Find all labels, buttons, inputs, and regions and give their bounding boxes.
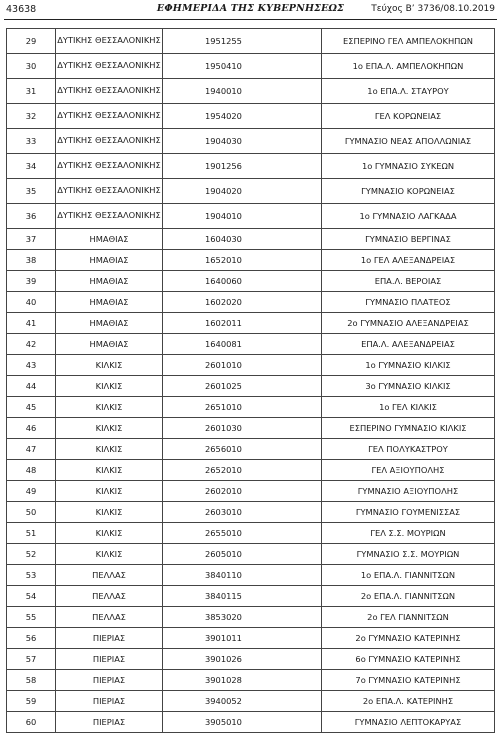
table-row	[7, 129, 495, 154]
row-number-cell: 53	[7, 565, 56, 586]
row-number-cell: 29	[7, 29, 56, 54]
region-cell: ΠΕΛΛΑΣ	[56, 586, 163, 607]
school-code-cell: 1904020	[163, 179, 322, 204]
region-cell: ΔΥΤΙΚΗΣ ΘΕΣΣΑΛΟΝΙΚΗΣ	[56, 179, 163, 204]
row-number-cell: 33	[7, 129, 56, 154]
school-name-cell: ΓΥΜΝΑΣΙΟ ΓΟΥΜΕΝΙΣΣΑΣ	[322, 502, 495, 523]
school-code-cell: 2602010	[163, 481, 322, 502]
table-row	[7, 154, 495, 179]
row-number-cell: 41	[7, 313, 56, 334]
row-number-cell: 50	[7, 502, 56, 523]
school-name-cell: 6ο ΓΥΜΝΑΣΙΟ ΚΑΤΕΡΙΝΗΣ	[322, 649, 495, 670]
table-row	[7, 79, 495, 104]
school-name-cell: 3ο ΓΥΜΝΑΣΙΟ ΚΙΛΚΙΣ	[322, 376, 495, 397]
table-row	[7, 250, 495, 271]
gazette-title: ΕΦΗΜΕΡΙΔΑ ΤΗΣ ΚΥΒΕΡΝΗΣΕΩΣ	[156, 3, 345, 14]
school-code-cell: 3901011	[163, 628, 322, 649]
region-cell: ΠΙΕΡΙΑΣ	[56, 712, 163, 733]
table-row	[7, 292, 495, 313]
school-name-cell: ΕΠΑ.Λ. ΑΛΕΞΑΝΔΡΕΙΑΣ	[322, 334, 495, 355]
region-cell: ΚΙΛΚΙΣ	[56, 397, 163, 418]
school-code-cell: 2652010	[163, 460, 322, 481]
school-name-cell: ΓΥΜΝΑΣΙΟ ΠΛΑΤΕΟΣ	[322, 292, 495, 313]
region-cell: ΗΜΑΘΙΑΣ	[56, 292, 163, 313]
row-number-cell: 34	[7, 154, 56, 179]
school-name-cell: 1ο ΓΕΛ ΑΛΕΞΑΝΔΡΕΙΑΣ	[322, 250, 495, 271]
school-code-cell: 2603010	[163, 502, 322, 523]
page-number: 43638	[6, 4, 37, 15]
school-name-cell: 1ο ΓΕΛ ΚΙΛΚΙΣ	[322, 397, 495, 418]
table-row	[7, 586, 495, 607]
school-name-cell: ΓΕΛ Σ.Σ. ΜΟΥΡΙΩΝ	[322, 523, 495, 544]
table-row	[7, 313, 495, 334]
school-code-cell: 1640081	[163, 334, 322, 355]
table-row	[7, 104, 495, 129]
row-number-cell: 57	[7, 649, 56, 670]
region-cell: ΔΥΤΙΚΗΣ ΘΕΣΣΑΛΟΝΙΚΗΣ	[56, 104, 163, 129]
row-number-cell: 32	[7, 104, 56, 129]
school-code-cell: 1652010	[163, 250, 322, 271]
region-cell: ΚΙΛΚΙΣ	[56, 376, 163, 397]
table-row	[7, 544, 495, 565]
table-row	[7, 628, 495, 649]
region-cell: ΗΜΑΘΙΑΣ	[56, 271, 163, 292]
region-cell: ΚΙΛΚΙΣ	[56, 502, 163, 523]
school-code-cell: 1640060	[163, 271, 322, 292]
table-row	[7, 334, 495, 355]
table-row	[7, 179, 495, 204]
school-code-cell: 1901256	[163, 154, 322, 179]
row-number-cell: 52	[7, 544, 56, 565]
row-number-cell: 44	[7, 376, 56, 397]
school-code-cell: 2601010	[163, 355, 322, 376]
row-number-cell: 30	[7, 54, 56, 79]
table-row	[7, 502, 495, 523]
school-name-cell: ΓΕΛ ΑΞΙΟΥΠΟΛΗΣ	[322, 460, 495, 481]
school-code-cell: 2655010	[163, 523, 322, 544]
school-code-cell: 1602011	[163, 313, 322, 334]
school-code-cell: 2605010	[163, 544, 322, 565]
school-name-cell: 2ο ΓΥΜΝΑΣΙΟ ΚΑΤΕΡΙΝΗΣ	[322, 628, 495, 649]
school-code-cell: 1904030	[163, 129, 322, 154]
schools-table-body	[7, 29, 495, 733]
table-row	[7, 481, 495, 502]
school-code-cell: 1954020	[163, 104, 322, 129]
row-number-cell: 40	[7, 292, 56, 313]
school-code-cell: 1951255	[163, 29, 322, 54]
school-name-cell: 2ο ΓΕΛ ΓΙΑΝΝΙΤΣΩΝ	[322, 607, 495, 628]
school-name-cell: 1ο ΕΠΑ.Λ. ΓΙΑΝΝΙΤΣΩΝ	[322, 565, 495, 586]
table-row	[7, 712, 495, 733]
table-row	[7, 607, 495, 628]
row-number-cell: 47	[7, 439, 56, 460]
school-name-cell: ΓΕΛ ΠΟΛΥΚΑΣΤΡΟΥ	[322, 439, 495, 460]
row-number-cell: 54	[7, 586, 56, 607]
school-code-cell: 2601030	[163, 418, 322, 439]
table-row	[7, 565, 495, 586]
region-cell: ΠΙΕΡΙΑΣ	[56, 628, 163, 649]
table-row	[7, 355, 495, 376]
region-cell: ΠΙΕΡΙΑΣ	[56, 670, 163, 691]
school-name-cell: ΕΠΑ.Λ. ΒΕΡΟΙΑΣ	[322, 271, 495, 292]
school-code-cell: 3853020	[163, 607, 322, 628]
table-row	[7, 418, 495, 439]
school-name-cell: ΕΣΠΕΡΙΝΟ ΓΥΜΝΑΣΙΟ ΚΙΛΚΙΣ	[322, 418, 495, 439]
table-row	[7, 376, 495, 397]
region-cell: ΔΥΤΙΚΗΣ ΘΕΣΣΑΛΟΝΙΚΗΣ	[56, 154, 163, 179]
table-row	[7, 29, 495, 54]
page-header	[0, 0, 501, 18]
school-name-cell: ΓΥΜΝΑΣΙΟ ΒΕΡΓΙΝΑΣ	[322, 229, 495, 250]
row-number-cell: 59	[7, 691, 56, 712]
school-name-cell: ΕΣΠΕΡΙΝΟ ΓΕΛ ΑΜΠΕΛΟΚΗΠΩΝ	[322, 29, 495, 54]
school-name-cell: 1ο ΓΥΜΝΑΣΙΟ ΣΥΚΕΩΝ	[322, 154, 495, 179]
table-row	[7, 649, 495, 670]
region-cell: ΚΙΛΚΙΣ	[56, 355, 163, 376]
table-row	[7, 691, 495, 712]
school-code-cell: 2651010	[163, 397, 322, 418]
school-name-cell: 1ο ΕΠΑ.Λ. ΑΜΠΕΛΟΚΗΠΩΝ	[322, 54, 495, 79]
row-number-cell: 35	[7, 179, 56, 204]
table-row	[7, 54, 495, 79]
table-row	[7, 397, 495, 418]
region-cell: ΠΕΛΛΑΣ	[56, 607, 163, 628]
school-code-cell: 1940010	[163, 79, 322, 104]
region-cell: ΠΙΕΡΙΑΣ	[56, 691, 163, 712]
region-cell: ΚΙΛΚΙΣ	[56, 460, 163, 481]
school-name-cell: ΓΥΜΝΑΣΙΟ ΝΕΑΣ ΑΠΟΛΛΩΝΙΑΣ	[322, 129, 495, 154]
row-number-cell: 56	[7, 628, 56, 649]
school-name-cell: 1ο ΓΥΜΝΑΣΙΟ ΛΑΓΚΑΔΑ	[322, 204, 495, 229]
school-name-cell: 2ο ΕΠΑ.Λ. ΓΙΑΝΝΙΤΣΩΝ	[322, 586, 495, 607]
row-number-cell: 43	[7, 355, 56, 376]
region-cell: ΠΙΕΡΙΑΣ	[56, 649, 163, 670]
row-number-cell: 31	[7, 79, 56, 104]
school-name-cell: 2ο ΕΠΑ.Λ. ΚΑΤΕΡΙΝΗΣ	[322, 691, 495, 712]
school-code-cell: 3940052	[163, 691, 322, 712]
row-number-cell: 39	[7, 271, 56, 292]
region-cell: ΚΙΛΚΙΣ	[56, 481, 163, 502]
school-code-cell: 1602020	[163, 292, 322, 313]
school-name-cell: ΓΥΜΝΑΣΙΟ ΚΟΡΩΝΕΙΑΣ	[322, 179, 495, 204]
region-cell: ΚΙΛΚΙΣ	[56, 439, 163, 460]
row-number-cell: 38	[7, 250, 56, 271]
region-cell: ΔΥΤΙΚΗΣ ΘΕΣΣΑΛΟΝΙΚΗΣ	[56, 54, 163, 79]
region-cell: ΗΜΑΘΙΑΣ	[56, 334, 163, 355]
region-cell: ΔΥΤΙΚΗΣ ΘΕΣΣΑΛΟΝΙΚΗΣ	[56, 29, 163, 54]
row-number-cell: 55	[7, 607, 56, 628]
row-number-cell: 42	[7, 334, 56, 355]
region-cell: ΔΥΤΙΚΗΣ ΘΕΣΣΑΛΟΝΙΚΗΣ	[56, 129, 163, 154]
row-number-cell: 37	[7, 229, 56, 250]
row-number-cell: 58	[7, 670, 56, 691]
row-number-cell: 49	[7, 481, 56, 502]
row-number-cell: 45	[7, 397, 56, 418]
region-cell: ΔΥΤΙΚΗΣ ΘΕΣΣΑΛΟΝΙΚΗΣ	[56, 204, 163, 229]
region-cell: ΚΙΛΚΙΣ	[56, 418, 163, 439]
school-code-cell: 3905010	[163, 712, 322, 733]
table-row	[7, 204, 495, 229]
region-cell: ΚΙΛΚΙΣ	[56, 523, 163, 544]
school-code-cell: 2601025	[163, 376, 322, 397]
school-code-cell: 2656010	[163, 439, 322, 460]
school-name-cell: ΓΥΜΝΑΣΙΟ ΑΞΙΟΥΠΟΛΗΣ	[322, 481, 495, 502]
school-code-cell: 3840110	[163, 565, 322, 586]
school-name-cell: 2ο ΓΥΜΝΑΣΙΟ ΑΛΕΞΑΝΔΡΕΙΑΣ	[322, 313, 495, 334]
table-row	[7, 229, 495, 250]
table-row	[7, 523, 495, 544]
row-number-cell: 60	[7, 712, 56, 733]
school-name-cell: 7ο ΓΥΜΝΑΣΙΟ ΚΑΤΕΡΙΝΗΣ	[322, 670, 495, 691]
table-row	[7, 670, 495, 691]
school-code-cell: 3840115	[163, 586, 322, 607]
table-row	[7, 439, 495, 460]
school-code-cell: 1950410	[163, 54, 322, 79]
row-number-cell: 46	[7, 418, 56, 439]
region-cell: ΗΜΑΘΙΑΣ	[56, 313, 163, 334]
region-cell: ΚΙΛΚΙΣ	[56, 544, 163, 565]
row-number-cell: 51	[7, 523, 56, 544]
school-name-cell: ΓΕΛ ΚΟΡΩΝΕΙΑΣ	[322, 104, 495, 129]
school-code-cell: 1604030	[163, 229, 322, 250]
row-number-cell: 36	[7, 204, 56, 229]
school-code-cell: 3901026	[163, 649, 322, 670]
school-code-cell: 1904010	[163, 204, 322, 229]
table-row	[7, 460, 495, 481]
school-code-cell: 3901028	[163, 670, 322, 691]
school-name-cell: 1ο ΕΠΑ.Λ. ΣΤΑΥΡΟΥ	[322, 79, 495, 104]
table-row	[7, 271, 495, 292]
schools-table	[6, 28, 495, 733]
region-cell: ΗΜΑΘΙΑΣ	[56, 250, 163, 271]
region-cell: ΔΥΤΙΚΗΣ ΘΕΣΣΑΛΟΝΙΚΗΣ	[56, 79, 163, 104]
school-name-cell: 1ο ΓΥΜΝΑΣΙΟ ΚΙΛΚΙΣ	[322, 355, 495, 376]
header-divider	[4, 19, 497, 20]
row-number-cell: 48	[7, 460, 56, 481]
region-cell: ΗΜΑΘΙΑΣ	[56, 229, 163, 250]
region-cell: ΠΕΛΛΑΣ	[56, 565, 163, 586]
school-name-cell: ΓΥΜΝΑΣΙΟ Σ.Σ. ΜΟΥΡΙΩΝ	[322, 544, 495, 565]
issue-reference: Τεύχος Β’ 3736/08.10.2019	[371, 4, 495, 14]
school-name-cell: ΓΥΜΝΑΣΙΟ ΛΕΠΤΟΚΑΡΥΑΣ	[322, 712, 495, 733]
